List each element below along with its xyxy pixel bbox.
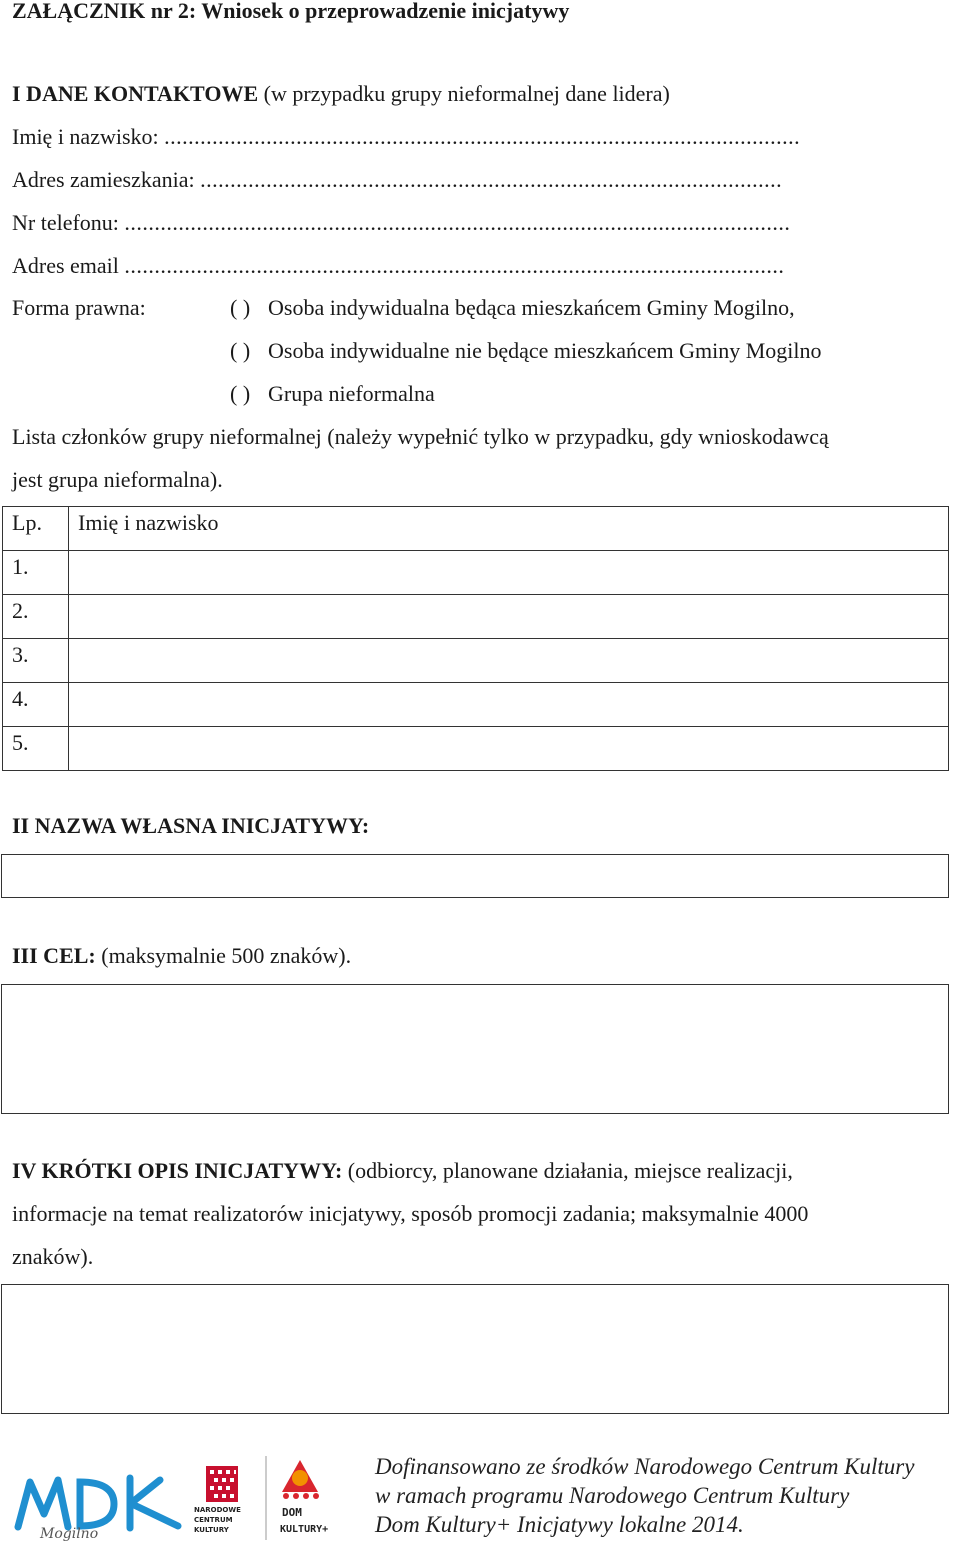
name-dots: .......................................................................................................... [164, 124, 801, 149]
section3-heading-rest: (maksymalnie 500 znaków). [95, 943, 352, 968]
table-row [3, 727, 949, 771]
checkbox-parentheses[interactable]: ( ) [230, 295, 251, 320]
legal-option-label: Osoba indywidualne nie będące mieszkańcem Gminy Mogilno [268, 338, 822, 363]
legal-option-group[interactable] [230, 381, 435, 407]
column-header-lp: Lp. [3, 507, 69, 551]
section2-heading: II NAZWA WŁASNA INICJATYWY: [12, 813, 370, 838]
initiative-name-box[interactable] [1, 854, 949, 898]
row-number: 3. [3, 639, 69, 683]
section4-line3: znaków). [12, 1244, 94, 1269]
legal-option-resident[interactable] [230, 295, 795, 321]
section4-line2: informacje na temat realizatorów inicjatywy, sposób promocji zadania; maksymalnie 4000 [12, 1201, 809, 1226]
row-number: 1. [3, 551, 69, 595]
table-row [3, 595, 949, 639]
member-name-cell[interactable] [69, 551, 949, 595]
section1-heading-bold: I DANE KONTAKTOWE [12, 81, 259, 106]
section3-heading-bold: III CEL: [12, 943, 96, 968]
checkbox-parentheses[interactable]: ( ) [230, 338, 251, 363]
members-intro-line2: jest grupa nieformalna). [12, 467, 223, 492]
funding-line2: w ramach programu Narodowego Centrum Kultury [375, 1483, 850, 1508]
phone-label: Nr telefonu: [12, 210, 125, 235]
nck-line2: CENTRUM [194, 1516, 233, 1524]
members-intro-line1: Lista członków grupy nieformalnej (należy wypełnić tylko w przypadku, gdy wnioskodawcą [12, 424, 829, 449]
funding-line3: Dom Kultury+ Inicjatywy lokalne 2014. [375, 1512, 744, 1537]
member-name-cell[interactable] [69, 639, 949, 683]
email-field[interactable] [12, 253, 784, 279]
table-row [3, 551, 949, 595]
section4-heading [12, 1158, 793, 1184]
legal-option-nonresident[interactable] [230, 338, 822, 364]
section1-heading [12, 81, 670, 107]
row-number: 2. [3, 595, 69, 639]
goal-box[interactable] [1, 984, 949, 1114]
phone-dots: ............................................................................................................... [124, 210, 791, 235]
email-label: Adres email [12, 253, 125, 278]
row-number: 4. [3, 683, 69, 727]
row-number: 5. [3, 727, 69, 771]
dk-line2: KULTURY+ [280, 1524, 329, 1535]
sponsor-logos [10, 1452, 370, 1544]
table-row [3, 639, 949, 683]
checkbox-parentheses[interactable]: ( ) [230, 381, 251, 406]
mdk-logo-sub: Mogilno [40, 1526, 99, 1542]
email-dots: .............................................................................................................. [124, 253, 785, 278]
funding-line1: Dofinansowano ze środków Narodowego Centrum Kultury [375, 1454, 915, 1479]
table-header-row [3, 507, 949, 551]
funding-note [375, 1452, 914, 1539]
mdk-logo [18, 1478, 178, 1542]
address-dots: ................................................................................................. [200, 167, 783, 192]
nck-line3: KULTURY [194, 1526, 229, 1534]
footer-logos [10, 1452, 370, 1544]
address-label: Adres zamieszkania: [12, 167, 201, 192]
column-header-name: Imię i nazwisko [69, 507, 949, 551]
document-title: ZAŁĄCZNIK nr 2: Wniosek o przeprowadzenie inicjatywy [12, 0, 570, 23]
member-name-cell[interactable] [69, 727, 949, 771]
name-field[interactable] [12, 124, 800, 150]
member-name-cell[interactable] [69, 595, 949, 639]
dk-line1: DOM [282, 1506, 302, 1519]
name-label: Imię i nazwisko: [12, 124, 165, 149]
legal-option-label: Osoba indywidualna będąca mieszkańcem Gminy Mogilno, [268, 295, 795, 320]
section4-heading-rest: (odbiorcy, planowane działania, miejsce realizacji, [342, 1158, 793, 1183]
member-name-cell[interactable] [69, 683, 949, 727]
dom-kultury-logo [280, 1460, 328, 1535]
section4-heading-bold: IV KRÓTKI OPIS INICJATYWY: [12, 1158, 343, 1183]
phone-field[interactable] [12, 210, 790, 236]
members-table [2, 506, 949, 771]
legal-form-label: Forma prawna: [12, 295, 146, 320]
section1-heading-rest: (w przypadku grupy nieformalnej dane lidera) [258, 81, 670, 106]
table-row [3, 683, 949, 727]
nck-line1: NARODOWE [194, 1506, 241, 1514]
address-field[interactable] [12, 167, 782, 193]
section3-heading [12, 943, 351, 969]
legal-option-label: Grupa nieformalna [268, 381, 435, 406]
nck-logo [194, 1466, 241, 1534]
description-box[interactable] [1, 1284, 949, 1414]
